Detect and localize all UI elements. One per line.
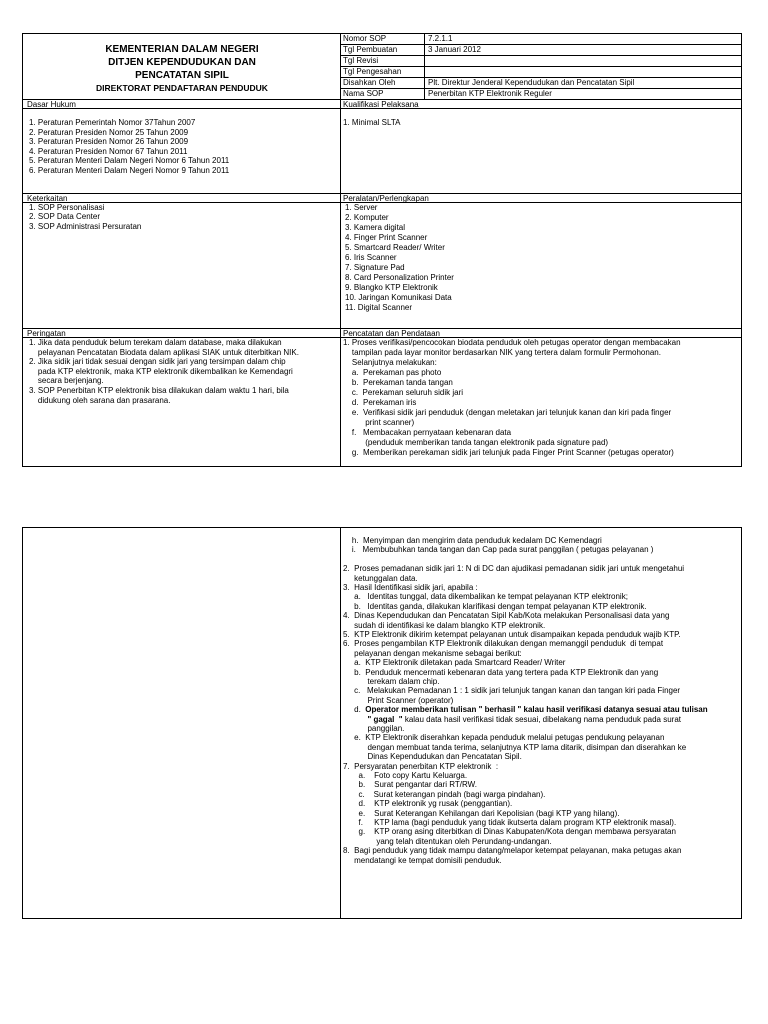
page2-line: Print Scanner (operator) <box>343 695 454 705</box>
peralatan-label: Peralatan/Perlengkapan <box>343 193 429 203</box>
page2-line: e. KTP Elektronik diserahkan kepada penduduk melalui petugas pendukung pelayanan <box>343 733 665 743</box>
meta-value-disahkan-oleh: Plt. Direktur Jenderal Kependudukan dan Pencatatan Sipil <box>428 78 635 87</box>
meta-row-line <box>340 44 742 45</box>
page2-line: b. Surat pengantar dari RT/RW. <box>343 780 477 790</box>
page2-line: a. Foto copy Kartu Keluarga. <box>343 771 468 780</box>
page2-line: pelayanan dengan mekanisme sebagai berikut: <box>343 648 522 658</box>
dasar-hukum-item: 6. Peraturan Menteri Dalam Negeri Nomor 9 Tahun 2011 <box>29 165 230 175</box>
page2-line: i. Membubuhkan tanda tangan dan Cap pada surat panggilan ( petugas pelayanan ) <box>343 545 654 555</box>
header-title-line4: DIREKTORAT PENDAFTARAN PENDUDUK <box>96 83 268 93</box>
page2-line: c. Melakukan Pemadanan 1 : 1 sidik jari telunjuk tangan kanan dan tangan kiri pada Finger <box>343 686 681 696</box>
page2-line: Dinas Kependudukan dan Pencatatan Sipil. <box>343 752 522 762</box>
page2-line: 5. KTP Elektronik dikirim ketempat pelayanan untuk disampaikan kepada penduduk wajib KTP. <box>343 630 681 639</box>
keterkaitan-label: Keterkaitan <box>27 193 68 203</box>
peralatan-item: 5. Smartcard Reader/ Writer <box>345 242 445 252</box>
page2-line: panggilan. <box>343 724 405 733</box>
keterkaitan-item: 1. SOP Personalisasi <box>29 202 105 212</box>
page2-line: " gagal " kalau data hasil verifikasi tidak sesuai, dibelakang nama penduduk pada surat <box>367 714 682 724</box>
peralatan-item: 2. Komputer <box>345 212 389 222</box>
pencatatan-line: b. Perekaman tanda tangan <box>343 378 453 387</box>
meta-value-tgl-pembuatan: 3 Januari 2012 <box>428 45 481 54</box>
peringatan-line: secara berjenjang. <box>29 376 104 386</box>
peringatan-line: pada KTP elektronik, maka KTP elektronik dikembalikan ke Kemendagri <box>29 366 293 376</box>
page2-line: b. Penduduk mencermati kebenaran data yang tertera pada KTP Elektronik dan yang <box>343 667 659 677</box>
peralatan-item: 4. Finger Print Scanner <box>345 232 428 242</box>
page2-line: 3. Hasil Identifikasi sidik jari, apabila : <box>343 583 478 592</box>
pencatatan-line: a. Perekaman pas photo <box>343 368 442 377</box>
peralatan-item: 6. Iris Scanner <box>345 252 397 262</box>
dasar-hukum-item: 3. Peraturan Presiden Nomor 26 Tahun 2009 <box>29 137 189 146</box>
page2-line: 2. Proses pemadanan sidik jari 1: N di DC dan ajudikasi pemadanan sidik jari untuk mengetahui <box>343 564 685 574</box>
kualifikasi-item: 1. Minimal SLTA <box>343 118 401 127</box>
page2-line: a. KTP Elektronik diletakan pada Smartcard Reader/ Writer <box>343 658 566 668</box>
pencatatan-line: 1. Proses verifikasi/pencocokan biodata penduduk oleh petugas operator dengan membacakan <box>343 338 681 347</box>
kualifikasi-label: Kualifikasi Pelaksana <box>343 99 419 109</box>
page2-line: f. KTP lama (bagi penduduk yang tidak ikutserta dalam program KTP elektronik masal). <box>343 818 677 827</box>
peringatan-line: 1. Jika data penduduk belum terekam dalam database, maka dilakukan <box>29 338 282 347</box>
peralatan-item: 1. Server <box>345 202 378 212</box>
page2-line: mendatangi ke tempat domisili penduduk. <box>343 855 502 865</box>
peralatan-item: 7. Signature Pad <box>345 262 405 272</box>
meta-label-disahkan-oleh: Disahkan Oleh <box>343 78 396 87</box>
peralatan-item: 8. Card Personalization Printer <box>345 272 454 282</box>
peralatan-item: 11. Digital Scanner <box>345 302 412 312</box>
meta-value-nomor-sop: 7.2.1.1 <box>428 34 453 43</box>
page-2-column-divider <box>340 527 341 919</box>
page2-line: 6. Proses pengambilan KTP Elektronik dilakukan dengan memanggil penduduk di tempat <box>343 639 664 649</box>
pencatatan-line: print scanner) <box>343 418 415 427</box>
peringatan-line: pelayanan Pencatatan Biodata dalam aplikasi SIAK untuk diterbitkan NIK. <box>29 347 299 357</box>
header-title-line1: KEMENTERIAN DALAM NEGERI <box>105 44 259 55</box>
page2-line: 8. Bagi penduduk yang tidak mampu datang/melapor ketempat pelayanan, maka petugas akan <box>343 846 682 856</box>
meta-label-nama-sop: Nama SOP <box>343 89 384 98</box>
pencatatan-line: f. Membacakan pernyataan kebenaran data <box>343 428 512 437</box>
peringatan-label: Peringatan <box>27 328 66 338</box>
peralatan-item: 10. Jaringan Komunikasi Data <box>345 292 452 302</box>
peralatan-item: 3. Kamera digital <box>345 222 406 232</box>
dasar-hukum-item: 5. Peraturan Menteri Dalam Negeri Nomor 6 Tahun 2011 <box>29 156 230 165</box>
peringatan-line: 3. SOP Penerbitan KTP elektronik bisa dilakukan dalam waktu 1 hari, bila <box>29 386 289 395</box>
peralatan-item: 9. Blangko KTP Elektronik <box>345 282 438 292</box>
pencatatan-line: (penduduk memberikan tanda tangan elektronik pada signature pad) <box>343 438 609 447</box>
pencatatan-line: d. Perekaman iris <box>343 398 417 407</box>
meta-row-line <box>340 55 742 56</box>
page2-line: c. Surat keterangan pindah (bagi warga pindahan). <box>343 789 546 799</box>
page2-line: terekam dalam chip. <box>343 677 440 686</box>
pencatatan-line: e. Verifikasi sidik jari penduduk (dengan meletakan jari telunjuk kanan dan kiri pada finger <box>343 408 672 417</box>
page2-line: a. Identitas tunggal, data dikembalikan ke tempat pelayanan KTP elektronik; <box>343 592 628 602</box>
page2-line: dengan membuat tanda terima, selanjutnya KTP lama ditarik, disimpan dan diserahkan ke <box>343 742 687 752</box>
page2-line: sudah di identifikasi ke dalam blangko KTP elektronik. <box>343 620 546 630</box>
pencatatan-line: c. Perekaman seluruh sidik jari <box>343 388 464 397</box>
header-title-line3: PENCATATAN SIPIL <box>135 70 229 81</box>
meta-value-nama-sop: Penerbitan KTP Elektronik Reguler <box>428 89 552 98</box>
keterkaitan-item: 2. SOP Data Center <box>29 212 100 221</box>
page2-line: 4. Dinas Kependudukan dan Pencatatan Sipil Kab/Kota melakukan Personalisasi data yang <box>343 611 670 621</box>
page2-line: d. KTP elektronik yg rusak (penggantian). <box>343 799 513 809</box>
peringatan-line: 2. Jika sidik jari tidak sesuai dengan sidik jari yang tersimpan dalam chip <box>29 357 286 367</box>
page2-line: ketunggalan data. <box>343 573 418 583</box>
meta-label-tgl-pembuatan: Tgl Pembuatan <box>343 45 398 54</box>
meta-label-tgl-pengesahan: Tgl Pengesahan <box>343 67 402 76</box>
dasar-hukum-label: Dasar Hukum <box>27 99 76 109</box>
header-title-line2: DITJEN KEPENDUDUKAN DAN <box>108 57 256 68</box>
pencatatan-line: Selanjutnya melakukan: <box>343 358 437 367</box>
page2-line: b. Identitas ganda, dilakukan klarifikasi dengan tempat pelayanan KTP elektronik. <box>343 601 647 611</box>
pencatatan-line: tampilan pada layar monitor berdasarkan NIK yang tertera dalam formulir Permohonan. <box>343 348 661 357</box>
keterkaitan-item: 3. SOP Administrasi Persuratan <box>29 221 142 231</box>
peringatan-line: didukung oleh sarana dan prasarana. <box>29 395 171 405</box>
page2-line: e. Surat Keterangan Kehilangan dari Kepolisian (bagi KTP yang hilang). <box>343 808 620 818</box>
dasar-hukum-item: 4. Peraturan Presiden Nomor 67 Tahun 2011 <box>29 146 188 156</box>
page2-line: g. KTP orang asing diterbitkan di Dinas Kabupaten/Kota dengan membawa persyaratan <box>343 827 676 837</box>
pencatatan-line: g. Memberikan perekaman sidik jari telunjuk pada Finger Print Scanner (petugas operator) <box>343 448 674 457</box>
meta-label-nomor-sop: Nomor SOP <box>343 34 387 43</box>
dasar-hukum-item: 2. Peraturan Presiden Nomor 25 Tahun 2009 <box>29 127 189 137</box>
pencatatan-label: Pencatatan dan Pendataan <box>343 328 440 338</box>
meta-label-tgl-revisi: Tgl Revisi <box>343 56 379 65</box>
dasar-hukum-item: 1. Peraturan Pemerintah Nomor 37Tahun 2007 <box>29 118 196 127</box>
page2-line: h. Menyimpan dan mengirim data penduduk kedalam DC Kemendagri <box>343 536 602 545</box>
page2-line: d. Operator memberikan tulisan " berhasil " kalau hasil verifikasi datanya sesuai atau tulisan <box>343 705 708 715</box>
page2-line: 7. Persyaratan penerbitan KTP elektronik : <box>343 761 499 771</box>
page2-line: yang telah ditentukan oleh Perundang-undangan. <box>343 836 552 846</box>
